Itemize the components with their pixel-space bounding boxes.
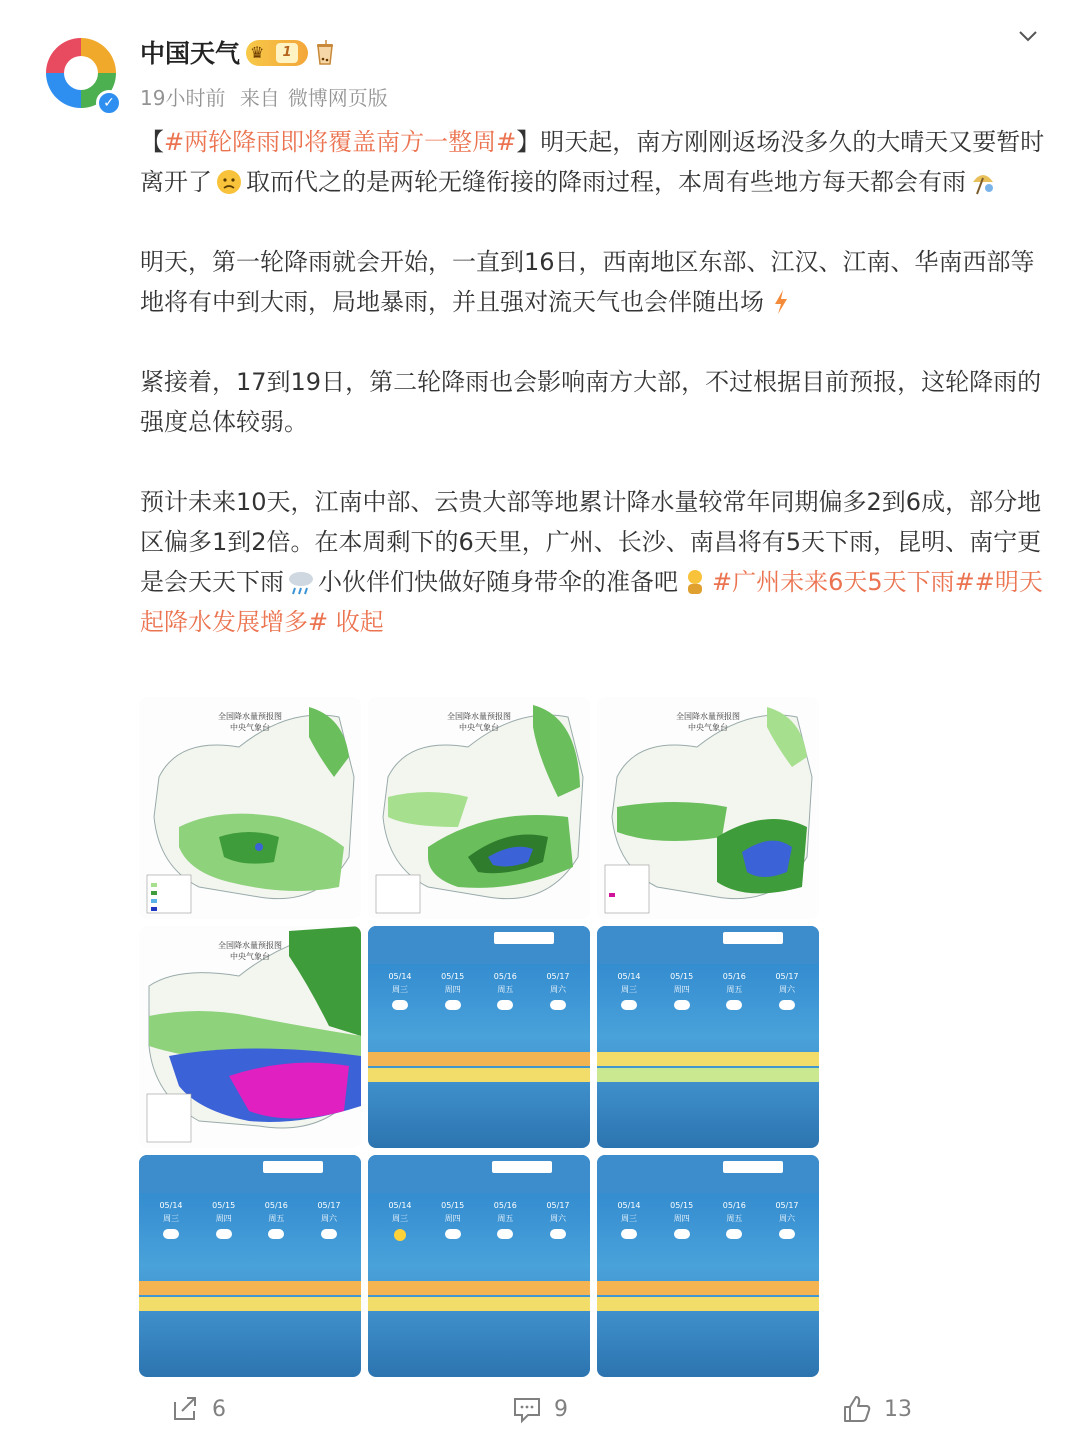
chevron-down-icon[interactable] bbox=[1016, 26, 1040, 46]
forecast-date: 05/14 bbox=[388, 972, 412, 981]
forecast-weekday: 周四 bbox=[444, 985, 461, 994]
post-content bbox=[140, 122, 1050, 642]
forecast-date: 05/15 bbox=[670, 1201, 694, 1210]
forecast-weekday: 周四 bbox=[673, 985, 690, 994]
region-select bbox=[492, 1161, 552, 1173]
region-select bbox=[723, 1161, 783, 1173]
cloud-icon bbox=[779, 1000, 795, 1010]
map-title-1 bbox=[139, 711, 361, 733]
forecast-weekday: 周三 bbox=[392, 1214, 408, 1223]
image-thumbnail-3[interactable] bbox=[597, 697, 819, 919]
forecast-day bbox=[536, 970, 580, 1014]
source-prefix: 来自 bbox=[239, 86, 280, 110]
forecast-columns bbox=[607, 1199, 809, 1243]
cloud-icon bbox=[726, 1000, 742, 1010]
forecast-columns bbox=[378, 970, 580, 1014]
post-time[interactable]: 19小时前 bbox=[140, 86, 226, 110]
forecast-weekday: 周六 bbox=[778, 985, 795, 994]
high-temp-bar bbox=[368, 1281, 590, 1295]
verified-badge-icon: ✓ bbox=[96, 90, 122, 116]
forecast-day bbox=[536, 1199, 580, 1245]
paragraph-4-text-2: 小伙伴们快做好随身带伞的准备吧 bbox=[318, 568, 678, 596]
cloud-icon bbox=[550, 1000, 566, 1010]
paragraph-4 bbox=[140, 482, 1050, 642]
forecast-date: 05/17 bbox=[317, 1201, 341, 1210]
forecast-columns bbox=[378, 1199, 580, 1245]
high-temp-bar bbox=[597, 1052, 819, 1066]
forecast-weekday: 周六 bbox=[549, 985, 566, 994]
forecast-day bbox=[607, 970, 651, 1014]
image-thumbnail-1[interactable] bbox=[139, 697, 361, 919]
forecast-header bbox=[597, 926, 819, 964]
forecast-day bbox=[483, 1199, 527, 1245]
paragraph-1 bbox=[140, 122, 1050, 202]
map-title-text: 全国降水量预报图 bbox=[218, 941, 282, 950]
cloud-icon bbox=[550, 1229, 566, 1239]
forecast-day bbox=[765, 1199, 809, 1243]
forecast-weekday: 周三 bbox=[621, 1214, 637, 1223]
map-title-3 bbox=[597, 711, 819, 733]
forecast-day bbox=[149, 1199, 193, 1243]
cloud-icon bbox=[497, 1000, 513, 1010]
person-umbrella-emoji-icon bbox=[680, 568, 710, 598]
low-temp-bar bbox=[368, 1068, 590, 1082]
forecast-day bbox=[431, 970, 475, 1014]
paragraph-3: 紧接着，17到19日，第二轮降雨也会影响南方大部，不过根据目前预报，这轮降雨的强度总体较弱。 bbox=[140, 368, 1042, 436]
image-thumbnail-7[interactable] bbox=[139, 1155, 361, 1377]
cloud-icon bbox=[674, 1000, 690, 1010]
image-thumbnail-9[interactable] bbox=[597, 1155, 819, 1377]
image-thumbnail-5[interactable] bbox=[368, 926, 590, 1148]
cloud-icon bbox=[216, 1229, 232, 1239]
map-title-text: 全国降水量预报图 bbox=[676, 712, 740, 721]
image-thumbnail-2[interactable] bbox=[368, 697, 590, 919]
like-button[interactable] bbox=[842, 1394, 912, 1424]
repost-button[interactable] bbox=[170, 1394, 226, 1424]
forecast-header bbox=[368, 926, 590, 964]
high-temp-bar bbox=[368, 1052, 590, 1066]
cloud-icon bbox=[392, 1000, 408, 1010]
forecast-weekday: 周四 bbox=[673, 1214, 690, 1223]
cloud-icon bbox=[621, 1229, 637, 1239]
vip-badge[interactable] bbox=[246, 40, 308, 66]
forecast-weekday: 周五 bbox=[726, 985, 743, 994]
forecast-weekday: 周六 bbox=[549, 1214, 566, 1223]
comment-count: 9 bbox=[554, 1396, 568, 1422]
forecast-weekday: 周三 bbox=[392, 985, 408, 994]
cloud-icon bbox=[445, 1000, 461, 1010]
repost-count: 6 bbox=[212, 1396, 226, 1422]
post-meta bbox=[140, 82, 396, 111]
image-thumbnail-8[interactable] bbox=[368, 1155, 590, 1377]
low-temp-bar bbox=[368, 1297, 590, 1311]
crown-icon: ♛ bbox=[250, 43, 265, 62]
forecast-date: 05/17 bbox=[546, 972, 570, 981]
forecast-day bbox=[712, 970, 756, 1014]
account-name[interactable]: 中国天气 bbox=[140, 39, 241, 68]
region-select bbox=[723, 932, 783, 944]
low-temp-bar bbox=[597, 1068, 819, 1082]
forecast-weekday: 周五 bbox=[497, 985, 514, 994]
forecast-date: 05/14 bbox=[617, 1201, 641, 1210]
thumbs-up-icon bbox=[842, 1394, 872, 1424]
map-title-text: 全国降水量预报图 bbox=[447, 712, 511, 721]
image-thumbnail-4[interactable] bbox=[139, 926, 361, 1148]
map-org-text: 中央气象台 bbox=[230, 723, 270, 732]
forecast-day bbox=[202, 1199, 246, 1243]
cloud-icon bbox=[726, 1229, 742, 1239]
forecast-columns bbox=[149, 1199, 351, 1243]
lightning-emoji-icon bbox=[766, 288, 796, 318]
high-temp-bar bbox=[597, 1281, 819, 1295]
repost-icon bbox=[170, 1394, 200, 1424]
forecast-day bbox=[712, 1199, 756, 1243]
forecast-header bbox=[139, 1155, 361, 1193]
topic-tag-precipitation[interactable]: #明天起降水发展增多# bbox=[140, 568, 1043, 636]
source-client[interactable]: 微博网页版 bbox=[287, 86, 388, 110]
forecast-day bbox=[307, 1199, 351, 1243]
image-thumbnail-6[interactable] bbox=[597, 926, 819, 1148]
forecast-weekday: 周四 bbox=[444, 1214, 461, 1223]
region-select bbox=[494, 932, 554, 944]
collapse-link[interactable]: 收起 bbox=[335, 608, 384, 636]
forecast-weekday: 周四 bbox=[215, 1214, 232, 1223]
region-select bbox=[263, 1161, 323, 1173]
forecast-day bbox=[607, 1199, 651, 1243]
paragraph-2 bbox=[140, 242, 1050, 322]
forecast-date: 05/17 bbox=[775, 972, 799, 981]
forecast-day bbox=[431, 1199, 475, 1245]
forecast-day bbox=[378, 1199, 422, 1245]
badge-group bbox=[246, 40, 336, 66]
forecast-day bbox=[254, 1199, 298, 1243]
forecast-weekday: 周六 bbox=[320, 1214, 337, 1223]
low-temp-bar bbox=[597, 1297, 819, 1311]
topic-tag-guangzhou[interactable]: #广州未来6天5天下雨# bbox=[712, 568, 975, 596]
forecast-header bbox=[368, 1155, 590, 1193]
forecast-date: 05/15 bbox=[212, 1201, 236, 1210]
forecast-date: 05/14 bbox=[617, 972, 641, 981]
forecast-weekday: 周三 bbox=[621, 985, 637, 994]
forecast-day bbox=[660, 970, 704, 1014]
forecast-weekday: 周三 bbox=[163, 1214, 179, 1223]
topic-tag-rain-week[interactable]: #两轮降雨即将覆盖南方一整周# bbox=[164, 128, 517, 156]
map-title-4 bbox=[139, 940, 361, 962]
map-title-text: 全国降水量预报图 bbox=[218, 712, 282, 721]
forecast-weekday: 周六 bbox=[778, 1214, 795, 1223]
cloud-icon bbox=[674, 1229, 690, 1239]
forecast-weekday: 周五 bbox=[726, 1214, 743, 1223]
map-org-text: 中央气象台 bbox=[230, 952, 270, 961]
milk-tea-icon[interactable] bbox=[314, 40, 336, 66]
like-count: 13 bbox=[884, 1396, 912, 1422]
forecast-day bbox=[483, 970, 527, 1014]
forecast-day bbox=[660, 1199, 704, 1243]
forecast-date: 05/16 bbox=[493, 972, 517, 981]
paragraph-4-text: 预计未来10天，江南中部、云贵大部等地累计降水量较常年同期偏多2到6成，部分地区偏多1到2倍。在本周剩下的6天里，广州、长沙、南昌将有5天下雨，昆明、南宁更是会天天下雨 bbox=[140, 488, 1042, 596]
forecast-date: 05/16 bbox=[264, 1201, 288, 1210]
paragraph-1-text: 】明天起，南方刚刚返场没多久的大晴天又要暂时离开了 bbox=[140, 128, 1045, 196]
forecast-header bbox=[597, 1155, 819, 1193]
comment-icon bbox=[512, 1394, 542, 1424]
cloud-icon bbox=[497, 1229, 513, 1239]
cloud-icon bbox=[445, 1229, 461, 1239]
forecast-columns bbox=[607, 970, 809, 1014]
action-bar bbox=[0, 1382, 1080, 1442]
umbrella-emoji-icon bbox=[968, 168, 998, 198]
low-temp-bar bbox=[139, 1297, 361, 1311]
forecast-day bbox=[378, 970, 422, 1014]
forecast-weekday: 周五 bbox=[268, 1214, 285, 1223]
forecast-date: 05/16 bbox=[493, 1201, 517, 1210]
comment-button[interactable] bbox=[512, 1394, 568, 1424]
forecast-date: 05/17 bbox=[546, 1201, 570, 1210]
cloud-icon bbox=[163, 1229, 179, 1239]
cloud-icon bbox=[621, 1000, 637, 1010]
rain-cloud-emoji-icon bbox=[286, 568, 316, 598]
sun-icon bbox=[394, 1229, 406, 1241]
forecast-date: 05/15 bbox=[441, 972, 465, 981]
forecast-date: 05/14 bbox=[388, 1201, 412, 1210]
forecast-date: 05/15 bbox=[441, 1201, 465, 1210]
forecast-day bbox=[765, 970, 809, 1014]
image-grid bbox=[139, 697, 819, 1377]
forecast-date: 05/15 bbox=[670, 972, 694, 981]
paragraph-1-text-2: 取而代之的是两轮无缝衔接的降雨过程，本周有些地方每天都会有雨 bbox=[246, 168, 966, 196]
map-title-2 bbox=[368, 711, 590, 733]
cloud-icon bbox=[268, 1229, 284, 1239]
forecast-date: 05/14 bbox=[159, 1201, 183, 1210]
map-org-text: 中央气象台 bbox=[459, 723, 499, 732]
sad-face-emoji-icon bbox=[214, 168, 244, 198]
forecast-date: 05/16 bbox=[722, 972, 746, 981]
map-org-text: 中央气象台 bbox=[688, 723, 728, 732]
bracket-open: 【 bbox=[140, 128, 164, 156]
forecast-weekday: 周五 bbox=[497, 1214, 514, 1223]
paragraph-2-text: 明天，第一轮降雨就会开始，一直到16日，西南地区东部、江汉、江南、华南西部等地将有中到大雨，局地暴雨，并且强对流天气也会伴随出场 bbox=[140, 248, 1035, 316]
cloud-icon bbox=[321, 1229, 337, 1239]
cloud-icon bbox=[779, 1229, 795, 1239]
forecast-date: 05/17 bbox=[775, 1201, 799, 1210]
high-temp-bar bbox=[139, 1281, 361, 1295]
vip-level: 1 bbox=[276, 43, 298, 63]
forecast-date: 05/16 bbox=[722, 1201, 746, 1210]
